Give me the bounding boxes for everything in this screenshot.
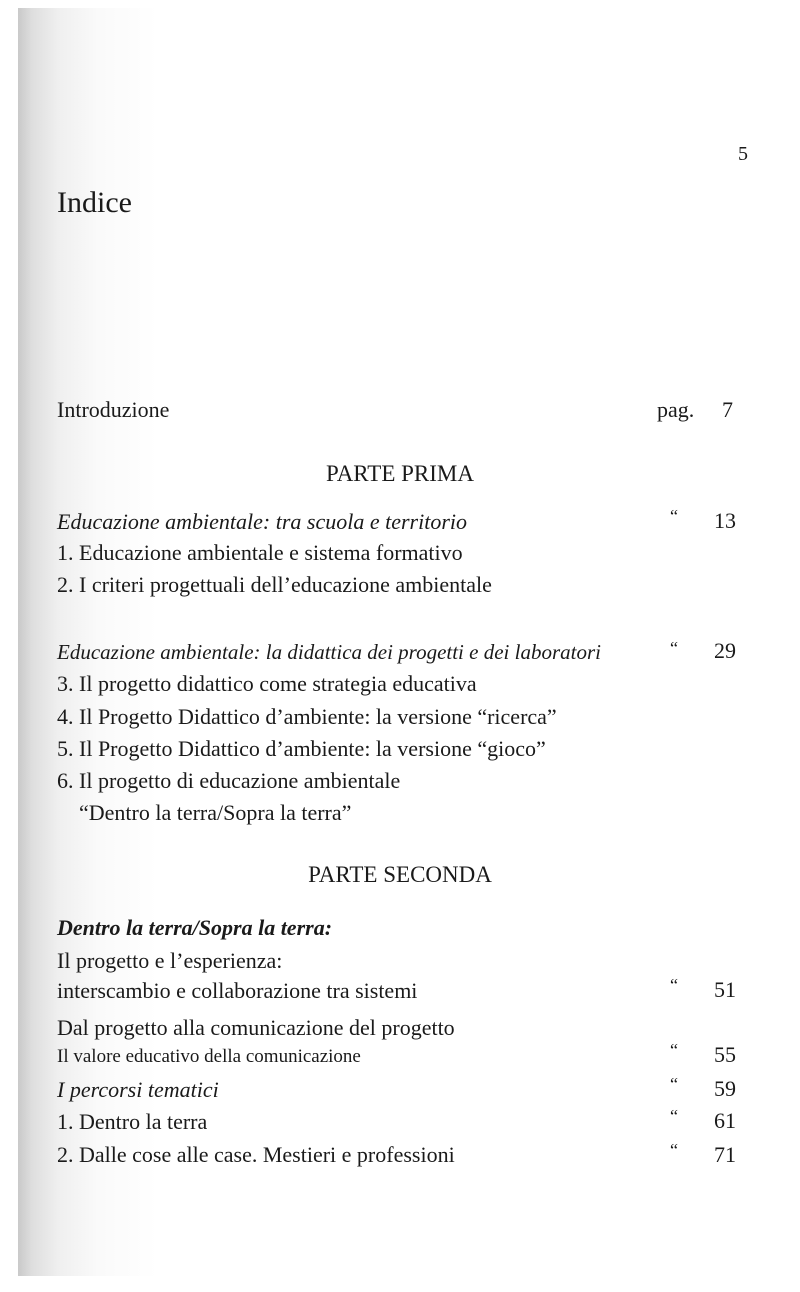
toc-section-title: Educazione ambientale: tra scuola e territorio [57, 509, 467, 534]
pag-label: pag. [657, 397, 695, 422]
toc-item: 2. I criteri progettuali dell’educazione ambientale [57, 572, 492, 597]
page-number: 5 [738, 143, 748, 165]
toc-item: Dal progetto alla comunicazione del progetto [57, 1015, 455, 1040]
toc-item: 1. Educazione ambientale e sistema formativo [57, 540, 463, 565]
toc-section-title: I percorsi tematici [57, 1077, 219, 1102]
toc-item: Il progetto e l’esperienza: [57, 948, 283, 973]
part-heading: PARTE PRIMA [326, 461, 474, 486]
part-heading: PARTE SECONDA [308, 862, 492, 887]
ditto-mark: “ [670, 975, 678, 995]
toc-item: 1. Dentro la terra [57, 1109, 208, 1134]
toc-item-continuation: “Dentro la terra/Sopra la terra” [79, 800, 352, 825]
toc-page-number: 61 [714, 1108, 736, 1133]
toc-item: 2. Dalle cose alle case. Mestieri e professioni [57, 1142, 455, 1167]
toc-item: Il valore educativo della comunicazione [57, 1046, 361, 1067]
ditto-mark: “ [670, 1106, 678, 1126]
toc-page-number: 71 [714, 1142, 736, 1167]
toc-entry-introduzione: Introduzione [57, 397, 170, 422]
toc-item: interscambio e collaborazione tra sistemi [57, 978, 418, 1003]
page-title: Indice [57, 186, 132, 219]
ditto-mark: “ [670, 1140, 678, 1160]
toc-item: 3. Il progetto didattico come strategia educativa [57, 671, 477, 696]
toc-page-number: 13 [714, 508, 736, 533]
ditto-mark: “ [670, 1074, 678, 1094]
toc-page-number: 29 [714, 638, 736, 663]
toc-item: 5. Il Progetto Didattico d’ambiente: la versione “gioco” [57, 736, 546, 761]
toc-page-number: 59 [714, 1076, 736, 1101]
ditto-mark: “ [670, 638, 678, 658]
toc-item: 6. Il progetto di educazione ambientale [57, 768, 401, 793]
toc-section-title: Educazione ambientale: la didattica dei progetti e dei laboratori [57, 640, 601, 664]
ditto-mark: “ [670, 1040, 678, 1060]
toc-page-number: 7 [722, 397, 733, 422]
toc-page-number: 55 [714, 1042, 736, 1067]
toc-page-number: 51 [714, 977, 736, 1002]
toc-section-title: Dentro la terra/Sopra la terra: [57, 915, 333, 940]
toc-item: 4. Il Progetto Didattico d’ambiente: la versione “ricerca” [57, 704, 557, 729]
ditto-mark: “ [670, 506, 678, 526]
